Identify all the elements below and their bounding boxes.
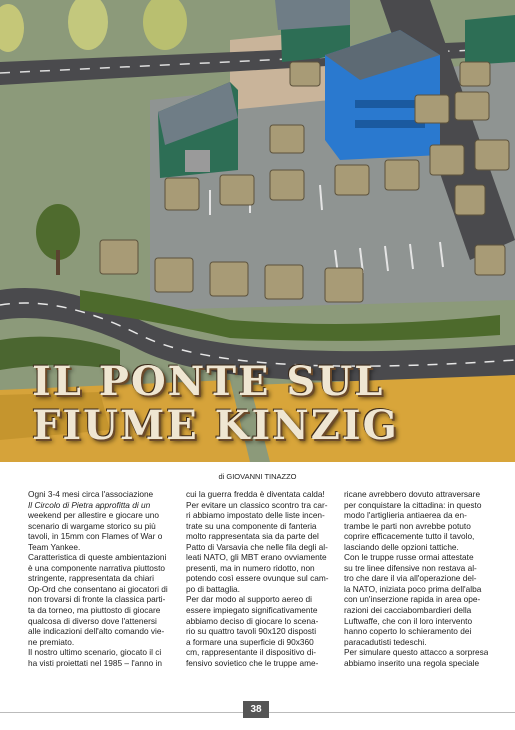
text-line: scenario di wargame storico su più xyxy=(28,520,156,531)
text-line: ricane avrebbero dovuto attraversare xyxy=(344,489,481,499)
text-line: Ogni 3-4 mesi circa l'associazione xyxy=(28,489,154,499)
text-line: tro che dare il via all'operazione del- xyxy=(344,573,477,584)
byline: di GIOVANNI TINAZZO xyxy=(218,472,297,481)
text-line: a formare una superficie di 90x360 xyxy=(186,636,314,647)
text-line: ne premiato. xyxy=(28,636,75,647)
text-line: cm, rappresentante il dispositivo di- xyxy=(186,647,317,658)
text-line: per conquistare la cittadina: in questo xyxy=(344,499,482,510)
text-line: cui la guerra fredda è diventata calda! xyxy=(186,489,325,499)
text-line: razioni dei cacciabombardieri della xyxy=(344,605,472,616)
text-line: è una componente narrativa piuttosto xyxy=(28,562,165,573)
text-line: leati NATO, gli MBT erano ovviamente xyxy=(186,552,327,563)
column-2 xyxy=(186,489,330,689)
article-title xyxy=(32,360,472,448)
column-1 xyxy=(28,489,172,689)
title-line-2: FIUME KINZIG xyxy=(32,402,399,449)
text-line: abbiamo inserito una regola speciale xyxy=(344,657,480,668)
text-line: Per simulare questo attacco a sorpresa xyxy=(344,647,488,658)
text-line: ha visti proiettati nel 1985 – l'anno in xyxy=(28,657,162,668)
text-line: Per evitare un classico scontro tra car- xyxy=(186,499,328,510)
text-line: coprire efficacemente tutto il tavolo, xyxy=(344,531,475,542)
text-line: Patto di Varsavia che nelle fila degli al- xyxy=(186,541,328,552)
text-line: alle indicazioni dell'alto comando vie- xyxy=(28,626,165,637)
text-line: Team Yankee. xyxy=(28,541,81,552)
text-line: weekend per allestire e giocare uno xyxy=(28,510,159,521)
text-line: Il Circolo di Pietra approfitta di un xyxy=(28,499,151,510)
text-line: paracadutisti tedeschi. xyxy=(344,636,427,647)
text-line: tavoli, in 15mm con Flames of War o xyxy=(28,531,163,542)
text-line: essere impiegato significativamente xyxy=(186,605,318,616)
text-line: su tre linee difensive non restava al- xyxy=(344,562,477,573)
column-3 xyxy=(344,489,488,689)
text-line: lasciando delle opzioni tattiche. xyxy=(344,541,459,552)
title-line-1: IL PONTE SUL xyxy=(32,358,385,405)
text-line: Il nostro ultimo scenario, giocato il ci xyxy=(28,647,162,658)
text-line: qualcosa di diverso dove l'attenersi xyxy=(28,615,157,626)
text-line: Con le truppe russe ormai attestate xyxy=(344,552,474,563)
text-line: stringente, rappresentata da chiari xyxy=(28,573,154,584)
text-line: rio su quattro tavoli 90x120 disposti xyxy=(186,626,317,637)
text-line: Caratteristica di queste ambientazioni xyxy=(28,552,167,563)
text-line: abbiamo deciso di giocare lo scena- xyxy=(186,615,319,626)
text-line: Op-Ord che consentano ai giocatori di xyxy=(28,583,168,594)
text-line: hanno coperto lo schieramento dei xyxy=(344,626,472,637)
text-line: Luftwaffe, che con il loro intervento xyxy=(344,615,473,626)
text-line: po di battaglia. xyxy=(186,583,240,594)
text-line: ri abbiamo impostato delle liste incen- xyxy=(186,510,325,521)
text-line: presenti, ma in numero ridotto, non xyxy=(186,562,315,573)
text-line: non trovarsi di fronte la classica parti- xyxy=(28,594,166,605)
text-line: trambe le parti non avrebbe potuto xyxy=(344,520,471,531)
text-line: la NATO, iniziata poco prima dell'alba xyxy=(344,583,482,594)
text-line: modo l'artiglieria antiaerea da en- xyxy=(344,510,467,521)
text-line: ta da torneo, ma piuttosto di giocare xyxy=(28,605,161,616)
article-body xyxy=(28,489,488,689)
text-line: molto rappresentata sia da parte del xyxy=(186,531,319,542)
page-number: 38 xyxy=(243,701,269,718)
text-line: Per dar modo al supporto aereo di xyxy=(186,594,312,605)
text-line: potendo così essere ovunque sul cam- xyxy=(186,573,329,584)
text-line: fensivo sovietico che le truppe ame- xyxy=(186,657,319,668)
text-line: trate su una componente di fanteria xyxy=(186,520,317,531)
text-line: con un'inserzione rapida in area ope- xyxy=(344,594,481,605)
